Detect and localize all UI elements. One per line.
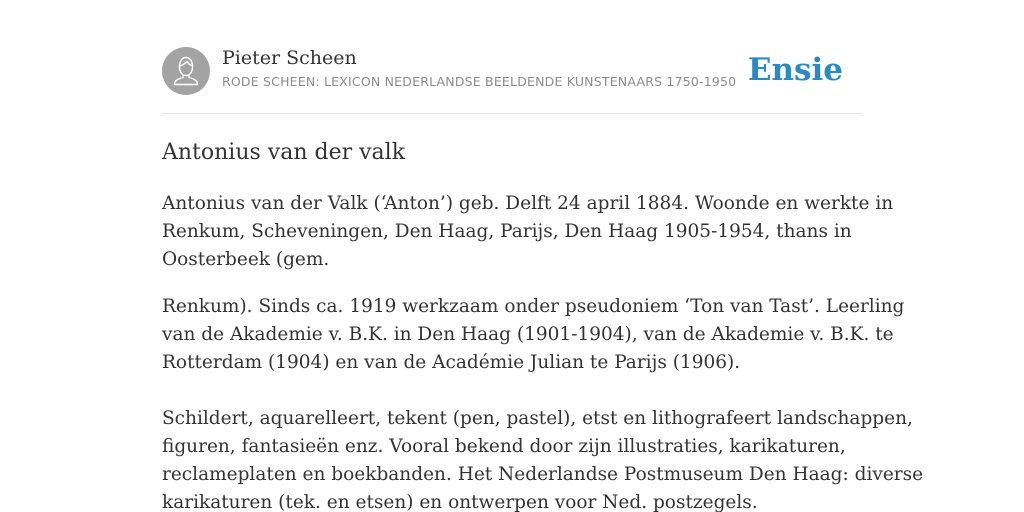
paragraph: [162, 405, 924, 512]
article-title: Antonius van der valk: [162, 140, 406, 165]
ensie-logo[interactable]: Ensie: [747, 52, 843, 88]
author-name[interactable]: Pieter Scheen: [222, 47, 357, 69]
avatar[interactable]: [162, 47, 210, 95]
paragraph-line: van de Akademie v. B.K. in Den Haag (1901-1904), van de Akademie v. B.K. te: [162, 324, 894, 345]
paragraph-line: Antonius van der Valk (‘Anton’) geb. Delft 24 april 1884. Woonde en werkte in: [162, 193, 894, 214]
paragraph-line: Schildert, aquarelleert, tekent (pen, pastel), etst en lithografeert landschappen,: [162, 408, 913, 429]
header-divider: [162, 113, 862, 114]
user-silhouette-icon: [162, 47, 210, 95]
source-title[interactable]: RODE SCHEEN: LEXICON NEDERLANDSE BEELDENDE KUNSTENAARS 1750-1950: [222, 74, 737, 89]
paragraph-line: Rotterdam (1904) en van de Académie Julian te Parijs (1906).: [162, 352, 741, 373]
paragraph-line: Renkum, Scheveningen, Den Haag, Parijs, Den Haag 1905-1954, thans in: [162, 221, 852, 242]
paragraph-line: reclameplaten en boekbanden. Het Nederlandse Postmuseum Den Haag: diverse: [162, 464, 924, 485]
paragraph-line: Renkum). Sinds ca. 1919 werkzaam onder pseudoniem ‘Ton van Tast’. Leerling: [162, 296, 905, 317]
header: [162, 46, 862, 96]
article-body: [162, 190, 924, 512]
paragraph-line: Oosterbeek (gem.: [162, 249, 330, 270]
paragraph: [162, 190, 894, 274]
paragraph: [162, 293, 905, 377]
paragraph-line: figuren, fantasieën enz. Vooral bekend door zijn illustraties, karikaturen,: [162, 436, 846, 457]
paragraph-line: karikaturen (tek. en etsen) en ontwerpen voor Ned. postzegels.: [162, 492, 758, 512]
